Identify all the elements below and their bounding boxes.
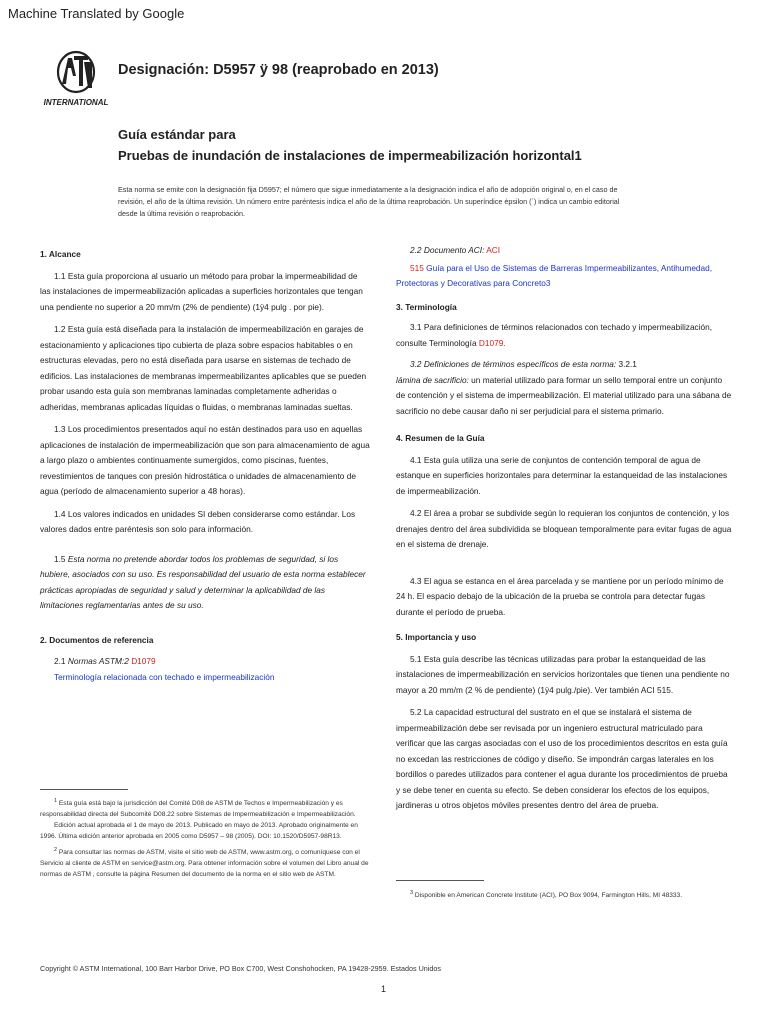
footnote-rule-right: [396, 880, 484, 881]
astm-logo: [40, 48, 112, 108]
footnotes-left: [40, 796, 370, 880]
guide-title-line2: Pruebas de inundación de instalaciones de impermeabilización horizontal1: [118, 148, 582, 163]
footnote-3: $^3$ Disponible en American Concrete Institute (ACI), PO Box 9094, Farmington Hills, MI 48333.: [410, 890, 683, 900]
left-column: [40, 247, 370, 685]
ref-d1079-term[interactable]: D1079.: [478, 337, 506, 348]
guide-title-line1: Guía estándar para: [118, 127, 236, 142]
right-column: [396, 243, 732, 814]
para-3-1: 3.1 Para definiciones de términos relacionados con techado y impermeabilización, consulte Terminología D1079.: [396, 322, 713, 348]
para-2-1: 2.1 Normas ASTM:2 D1079: [54, 656, 156, 666]
designation-title: Designación: D5957 ÿ 98 (reaprobado en 2013): [118, 62, 439, 78]
footnote-1-b: Edición actual aprobada el 1 de mayo de 2013. Publicado en mayo de 2013. Aprobado originalmente en 1996. Última edición anterior aprobada en 2005 como D5957 – 98 (2005). DOI: 10.1520/D5957-98R13.: [40, 822, 358, 841]
para-4-1: 4.1 Esta guía utiliza una serie de conjuntos de contención temporal de agua de estanque en superficies horizontales para determinar la estanqueidad de las instalaciones de impermeabilización.: [396, 454, 728, 496]
para-2-2-ref: [396, 261, 732, 292]
machine-translated-label: Machine Translated by Google: [8, 6, 185, 21]
para-5-2: 5.2 La capacidad estructural del sustrato en el que se instalará el sistema de impermeabilización debe ser revisada por un ingeniero estructural matriculado para verificar que las cargas asociadas con el uso de los procedimientos descritos en esta guía no excedan las restricciones de código y diseño. Se impondrán cargas laterales en los bordillos o paredes utilizados para contener el agua durante los procedimientos de prueba y se debe tener en cuenta su efecto. Se deben considerar los efectos de los equipos, jardineras u otros objetos móviles presentes dentro del área de prueba.: [396, 707, 728, 810]
ref-d1079-title-link[interactable]: Terminología relacionada con techado e impermeabilización: [54, 671, 275, 682]
para-1-1: 1.1 Esta guía proporciona al usuario un método para probar la impermeabilidad de las instalaciones de impermeabilización aplicadas a superficies horizontales que tengan una pendiente no superior a 20 mm/m (2% de pendiente) (1ÿ4 pulg . por pie).: [40, 270, 363, 312]
para-1-4: 1.4 Los valores indicados en unidades SI deben considerarse como estándar. Los valores dados entre paréntesis son solo para información.: [40, 508, 356, 534]
section-1-title: 1. Alcance: [40, 249, 81, 259]
para-4-2: 4.2 El área a probar se subdivide según lo requieran los conjuntos de contención, y los drenajes dentro del área subdividida se bloquean temporalmente para evitar fugas de agua en el sistema de drenaje.: [396, 508, 732, 549]
section-2-title: 2. Documentos de referencia: [40, 634, 154, 645]
footnote-2: $^2$ Para consultar las normas de ASTM, visite el sitio web de ASTM, www.astm.org, o comuníquese con el Servicio al cliente de ASTM en service@astm.org. Para obtener información sobre el volumen del Libro anual de normas de ASTM , consulte la página Resumen del documento de la norma en el sitio web de ASTM.: [40, 847, 369, 879]
para-1-5: 1.5 Esta norma no pretende abordar todos los problemas de seguridad, si los hubiere, asociados con su uso. Es responsabilidad del usuario de esta norma establecer prácticas apropiadas de seguridad y salud y determinar la aplicabilidad de las limitaciones reglamentarias antes de su uso.: [40, 553, 366, 610]
para-1-2: 1.2 Esta guía está diseñada para la instalación de impermeabilización en garajes de estacionamiento y aplicaciones tipo cubierta de plaza sobre espacios habitables o en estructuras elevadas, pero no está diseñada para usarse en sistemas de techado de edificios. Las instalaciones de membranas impermeabilizantes aplicables que se pueden probar usando esta guía son membranas laminadas completamente adheridas o adheridas, membranas aplicadas líquidas o fluidas, o membranas laminadas sueltas.: [40, 324, 367, 412]
para-3-2: 3.2 Definiciones de términos específicos de esta norma: 3.2.1 lámina de sacrificio: un material utilizado para formar un sello temporal entre un conjunto de contención y el sistema de impermeabilización. El material utilizado para una sábana de sacrificio no debe causar daño ni ser perjudicial para el sistema primario.: [396, 359, 732, 416]
section-5-title: 5. Importancia y uso: [396, 632, 477, 642]
para-1-3: 1.3 Los procedimientos presentados aquí no están destinados para uso en aquellas aplicaciones de instalación de impermeabilización que son para almacenamiento de agua a largo plazo o ambientes continuamente sumergidos, como piscinas, fuentes, revestimientos de tanques con presión hidrostática o unidades de almacenamiento de agua (período de almacenamiento superior a 48 horas).: [40, 424, 370, 496]
footnote-rule-left: [40, 789, 128, 790]
issuance-notice: Esta norma se emite con la designación fija D5957; el número que sigue inmediatamente a la designación indica el año de adopción original o, en el caso de revisión, el año de la última revisión. Un número entre paréntesis indica el año de la última reaprobación. Un superíndice épsilon (´) indica un cambio editorial desde la última revisión o reaprobación.: [118, 185, 620, 218]
para-2-2: 2.2 Documento ACI: ACI: [410, 245, 501, 255]
ref-aci[interactable]: ACI: [486, 245, 501, 255]
footnote-1: $^1$ Esta guía está bajo la jurisdicción del Comité D08 de ASTM de Techos e Impermeabilización y es responsabilidad directa del Subcomité D08.22 sobre Sistemas de Impermeabilización e Impermeabilización.: [40, 798, 356, 819]
copyright-footer: Copyright © ASTM International, 100 Barr Harbor Drive, PO Box C700, West Conshohocken, PA 19428-2959. Estados Unidos: [40, 964, 441, 973]
ref-d1079[interactable]: D1079: [131, 656, 156, 666]
ref-aci-515[interactable]: 515: [410, 262, 424, 273]
ref-aci-515-link[interactable]: Guía para el Uso de Sistemas de Barreras Impermeabilizantes, Antihumedad, Protectoras y Decorativas para Concreto3: [396, 262, 713, 288]
para-5-1: 5.1 Esta guía describe las técnicas utilizadas para probar la estanqueidad de las instalaciones de impermeabilización en servicios horizontales que tienen una pendiente no mayor a 20 mm/m (2 % de pendiente) (1ÿ4 pulg./pie). Ver también ACI 515.: [396, 653, 730, 695]
footnotes-right: [396, 888, 732, 901]
section-3-title: 3. Terminología: [396, 301, 457, 312]
section-4-title: 4. Resumen de la Guía: [396, 433, 485, 443]
logo-text: INTERNATIONAL: [43, 98, 109, 107]
para-4-3: 4.3 El agua se estanca en el área parcelada y se mantiene por un período mínimo de 24 h. El espacio debajo de la ubicación de la prueba se controla para detectar fugas durante el período de prueba.: [396, 575, 724, 617]
page-number: 1: [381, 984, 387, 994]
